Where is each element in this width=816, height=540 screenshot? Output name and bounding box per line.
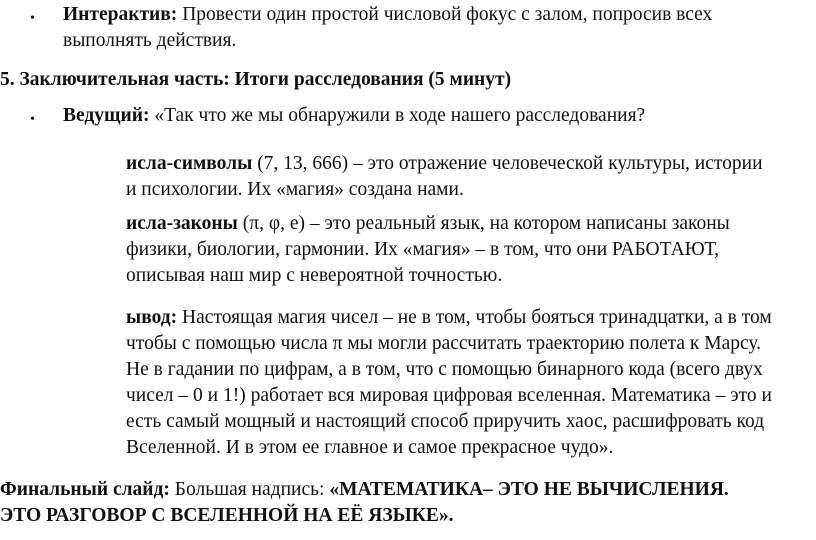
conclusion-term: ывод: (126, 307, 178, 328)
conclusion-line-6: Вселенной. И в этом ее главное и самое прекрасное чудо». (126, 437, 614, 458)
final-slide-text: Большая надпись: (174, 479, 325, 500)
interactive-line-2: выполнять действия. (63, 30, 237, 51)
laws-term: исла-законы (126, 213, 238, 234)
final-slide-label: Финальный слайд: (0, 479, 170, 500)
symbols-line-1 (126, 151, 763, 177)
conclusion-line-2: чтобы с помощью числа π мы могли рассчитать траекторию полета к Марсу. (126, 333, 762, 354)
interactive-label: Интерактив: (63, 4, 178, 25)
host-text: «Так что же мы обнаружили в ходе нашего расследования? (154, 105, 646, 126)
symbols-line-2: и психологии. Их «магия» создана нами. (126, 179, 464, 200)
laws-line-3: описывая наш мир с невероятной точностью. (126, 265, 503, 286)
laws-line-2: физики, биологии, гармонии. Их «магия» – в том, что они РАБОТАЮТ, (126, 239, 720, 260)
conclusion-line-3: Не в гадании по цифрам, а в том, что с помощью бинарного кода (всего двух (126, 359, 763, 380)
interactive-line-1 (63, 2, 712, 28)
bullet-marker: • (30, 112, 35, 127)
interactive-text: Провести один простой числовой фокус с залом, попросив всех (182, 4, 713, 25)
laws-text: (π, φ, e) – это реальный язык, на котором написаны законы (242, 213, 730, 234)
conclusion-line-5: есть самый мощный и настоящий способ приручить хаос, расшифровать код (126, 411, 765, 432)
bullet-marker: • (30, 11, 35, 26)
section-heading-text: 5. Заключительная часть: Итоги расследования (5 минут) (0, 69, 512, 90)
final-slide-caps-1: «МАТЕМАТИКА– ЭТО НЕ ВЫЧИСЛЕНИЯ. (329, 479, 729, 500)
conclusion-line-4: чисел – 0 и 1!) работает вся мировая цифровая вселенная. Математика – это и (126, 385, 772, 406)
section-heading (0, 67, 511, 93)
conclusion-line-1 (126, 305, 772, 331)
final-slide-line-1 (0, 477, 729, 503)
laws-line-1 (126, 211, 730, 237)
final-slide-caps-2: ЭТО РАЗГОВОР С ВСЕЛЕННОЙ НА ЕЁ ЯЗЫКЕ». (0, 505, 454, 526)
symbols-term: исла-символы (126, 153, 253, 174)
conclusion-text: Настоящая магия чисел – не в том, чтобы бояться тринадцатки, а в том (182, 307, 772, 328)
symbols-text: (7, 13, 666) – это отражение человеческой культуры, истории (257, 153, 763, 174)
host-line (63, 103, 645, 129)
host-label: Ведущий: (63, 105, 150, 126)
final-slide-line-2 (0, 503, 454, 529)
